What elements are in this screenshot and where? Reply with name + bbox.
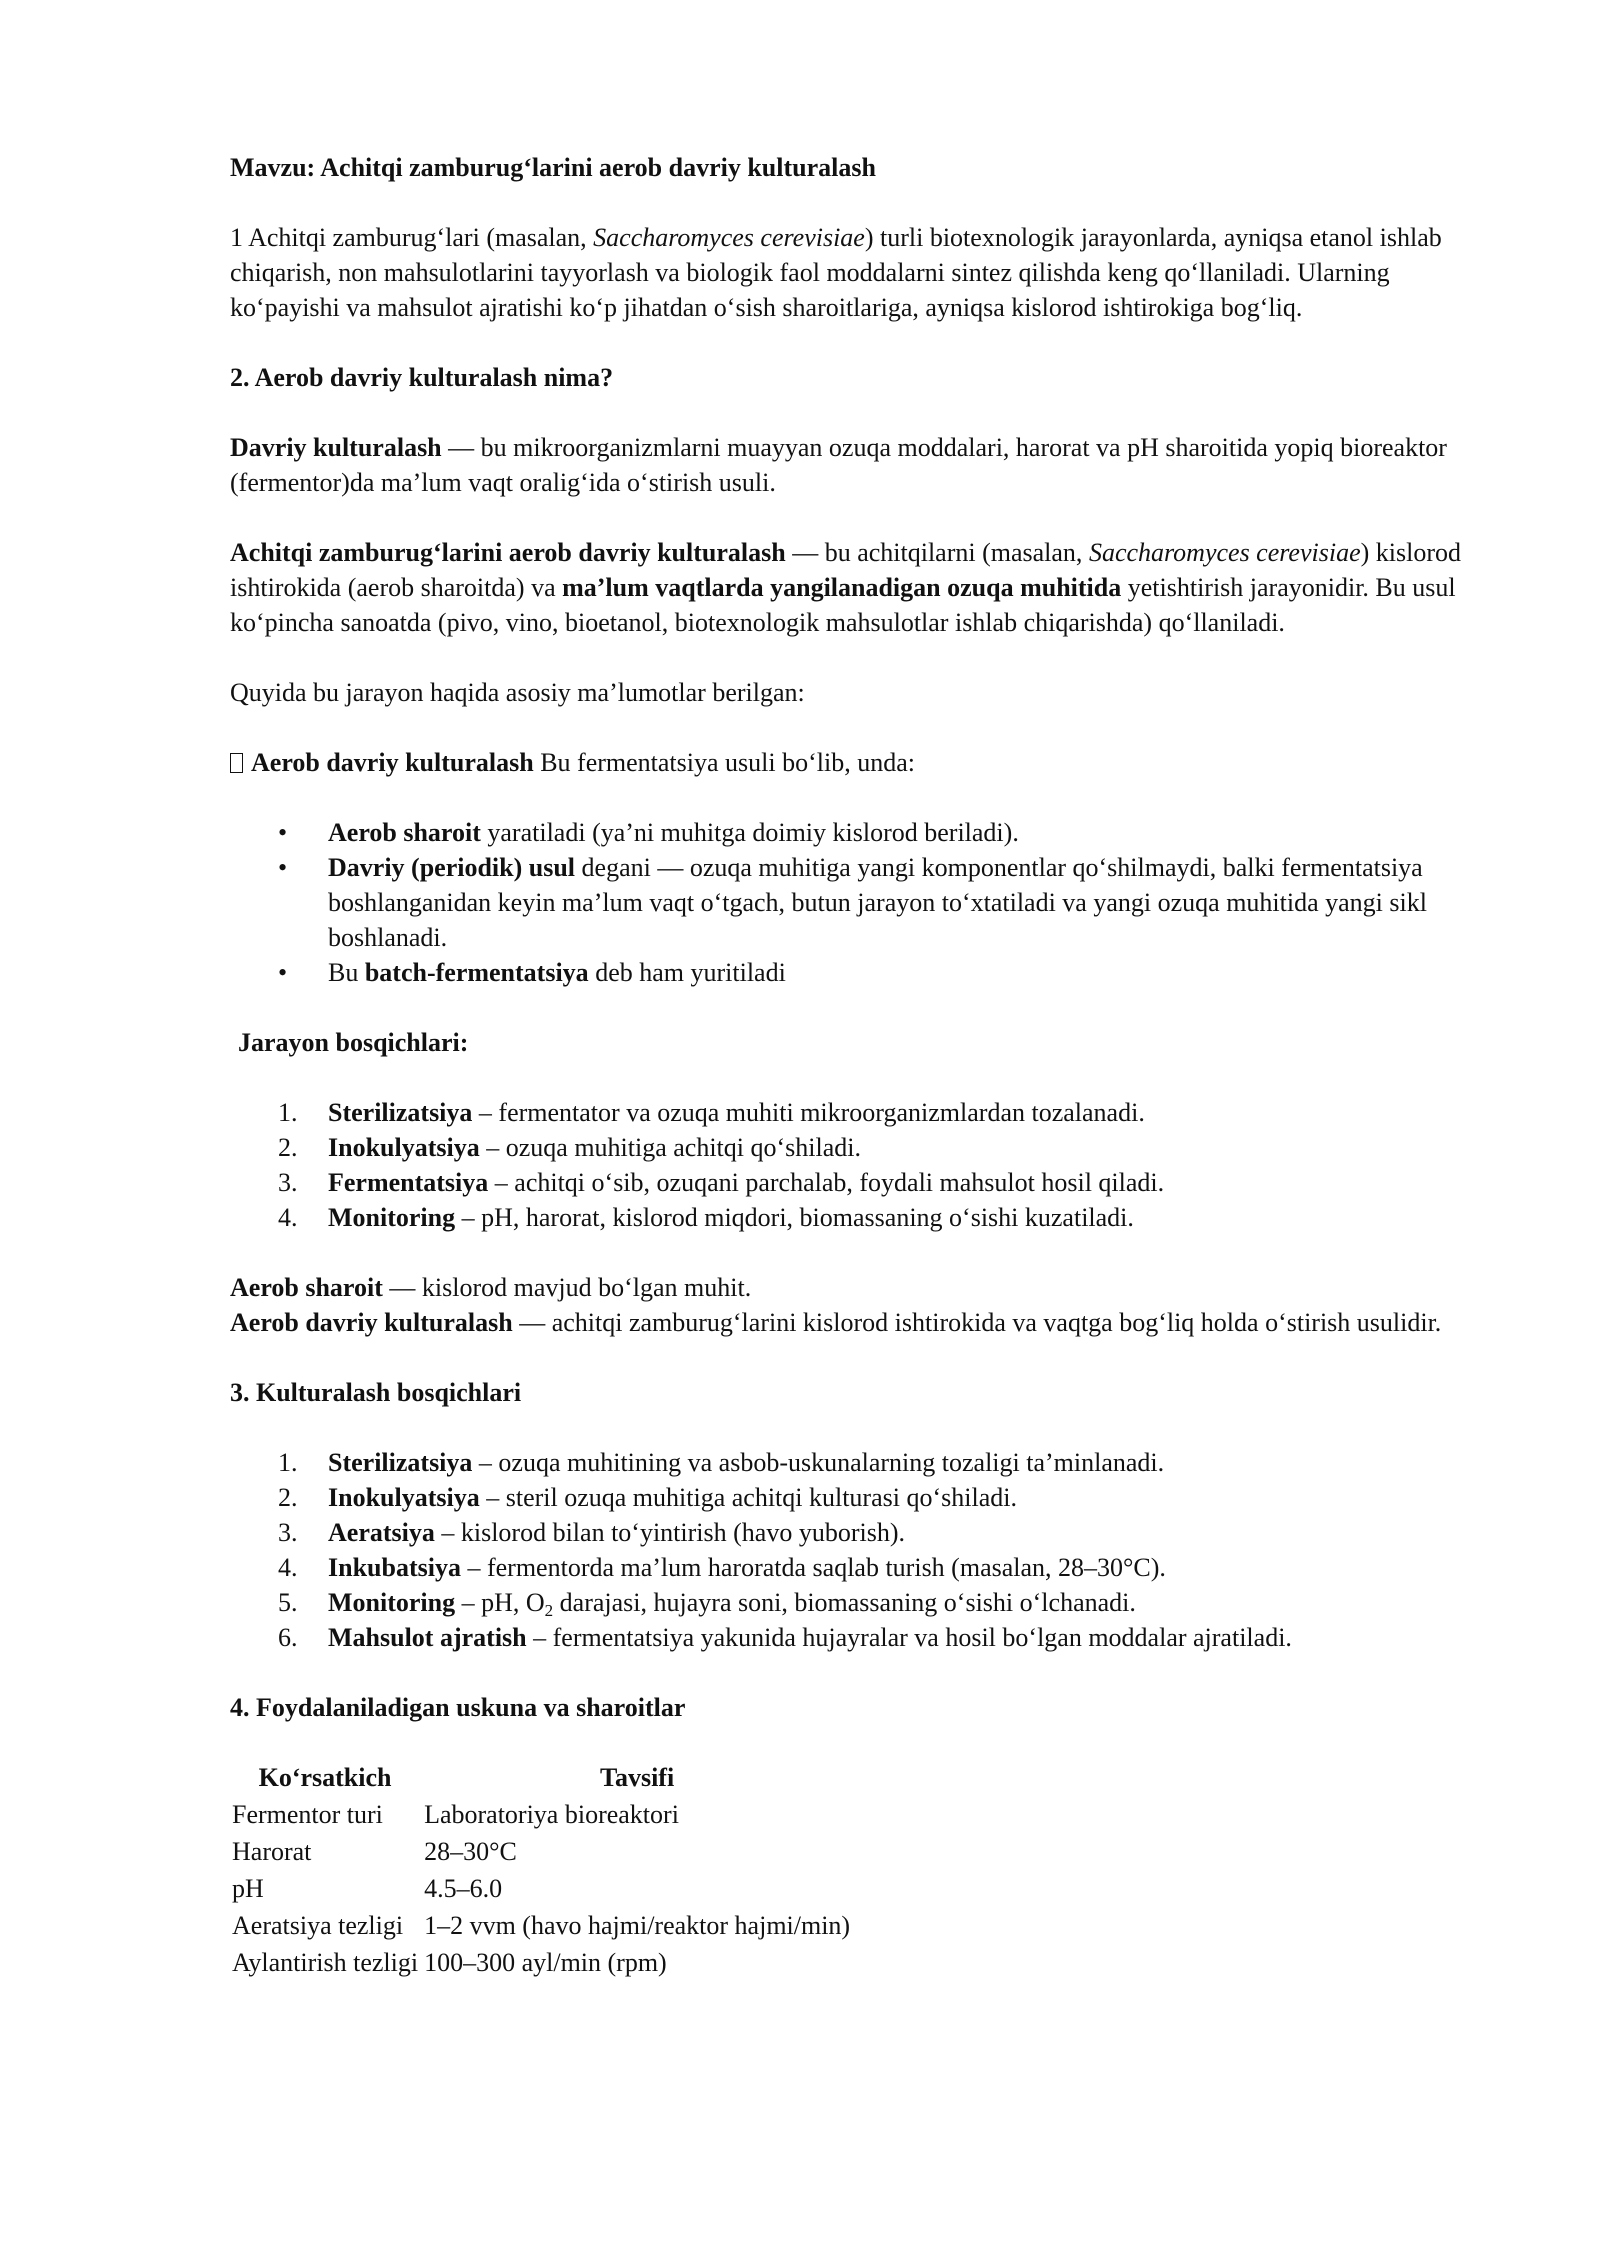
column-header: Tavsifi: [600, 1763, 675, 1792]
table-cell: 28–30°C: [424, 1837, 517, 1866]
intro-paragraph: 1 Achitqi zamburug‘lari (masalan, Saccharomyces cerevisiae) turli biotexnologik jarayonlarda, ayniqsa etanol ishlab chiqarish, non mahsulotlarini tayyorlash va biologik faol moddalarni sintez qilishda keng qo‘llaniladi. Ularning ko‘payishi va mahsulot ajratishi ko‘p jihatdan o‘sish sharoitlariga, ayniqsa kislorod ishtirokiga bog‘liq.: [230, 223, 1442, 322]
section-4-heading: 4. Foydalaniladigan uskuna va sharoitlar: [230, 1693, 686, 1722]
summary-line-2: Aerob davriy kulturalash — achitqi zamburug‘larini kislorod ishtirokida va vaqtga bog‘liq holda o‘stirish usulidir.: [230, 1308, 1442, 1337]
list-item: 2. Inokulyatsiya – ozuqa muhitiga achitqi qo‘shiladi.: [278, 1133, 861, 1162]
parameters-table: [230, 1760, 854, 1982]
table-cell: Aeratsiya tezligi: [232, 1911, 404, 1940]
table-cell: Harorat: [232, 1837, 312, 1866]
stages-list: [230, 1095, 1500, 1235]
column-header: Ko‘rsatkich: [258, 1763, 392, 1792]
table-row: [230, 1908, 854, 1945]
list-item: 6. Mahsulot ajratish – fermentatsiya yakunida hujayralar va hosil bo‘lgan moddalar ajratiladi.: [278, 1623, 1292, 1652]
table-cell: 4.5–6.0: [424, 1874, 503, 1903]
stages-heading: Jarayon bosqichlari:: [238, 1028, 469, 1057]
list-item: 3. Fermentatsiya – achitqi o‘sib, ozuqani parchalab, foydali mahsulot hosil qiladi.: [278, 1168, 1165, 1197]
definition-paragraph-2: Achitqi zamburug‘larini aerob davriy kulturalash — bu achitqilarni (masalan, Saccharomyces cerevisiae) kislorod ishtirokida (aerob sharoitda) va ma’lum vaqtlarda yangilanadigan ozuqa muhitida yetishtirish jarayonidir. Bu usul ko‘pincha sanoatda (pivo, vino, bioetanol, biotexnologik mahsulotlar ishlab chiqarishda) qo‘llaniladi.: [230, 538, 1461, 637]
section-2-heading: 2. Aerob davriy kulturalash nima?: [230, 363, 614, 392]
list-item: 2. Inokulyatsiya – steril ozuqa muhitiga achitqi kulturasi qo‘shiladi.: [278, 1483, 1017, 1512]
info-intro-line: Quyida bu jarayon haqida asosiy ma’lumotlar berilgan:: [230, 678, 805, 707]
missing-glyph-box-icon: [230, 753, 243, 773]
cultivation-steps-list: [230, 1445, 1500, 1655]
table-cell: pH: [232, 1874, 264, 1903]
table-row: [230, 1945, 854, 1982]
table-row: [230, 1871, 854, 1908]
table-row: [230, 1834, 854, 1871]
summary-line-1: Aerob sharoit — kislorod mavjud bo‘lgan muhit.: [230, 1273, 752, 1302]
list-item: 4. Monitoring – pH, harorat, kislorod miqdori, biomassaning o‘sishi kuzatiladi.: [278, 1203, 1134, 1232]
table-cell: Aylantirish tezligi: [232, 1948, 419, 1977]
section-3-heading: 3. Kulturalash bosqichlari: [230, 1378, 522, 1407]
document-page: [230, 150, 1500, 1982]
box-paragraph: Aerob davriy kulturalash Bu fermentatsiya usuli bo‘lib, unda:: [230, 745, 1500, 780]
list-item: • Davriy (periodik) usul degani — ozuqa muhitiga yangi komponentlar qo‘shilmaydi, balki fermentatsiya boshlanganidan keyin ma’lum vaqt o‘tgach, butun jarayon to‘xtatiladi va yangi ozuqa muhitida yangi sikl boshlanadi.: [230, 850, 1500, 955]
definition-paragraph-1: Davriy kulturalash — bu mikroorganizmlarni muayyan ozuqa moddalari, harorat va pH sharoitida yopiq bioreaktor (fermentor)da ma’lum vaqt oralig‘ida o‘stirish usuli.: [230, 433, 1447, 497]
list-item: 1. Sterilizatsiya – ozuqa muhitining va asbob-uskunalarning tozaligi ta’minlanadi.: [278, 1448, 1165, 1477]
bullet-list: [230, 815, 1500, 990]
document-title: Mavzu: Achitqi zamburug‘larini aerob davriy kulturalash: [230, 153, 876, 182]
table-cell: 100–300 ayl/min (rpm): [424, 1948, 667, 1977]
list-item: • Bu batch-fermentatsiya deb ham yuritiladi: [230, 955, 1500, 990]
table-header-row: [230, 1760, 854, 1797]
list-item: • Aerob sharoit yaratiladi (ya’ni muhitga doimiy kislorod beriladi).: [230, 815, 1500, 850]
list-item: 5. Monitoring – pH, $O_2$ darajasi, hujayra soni, biomassaning o‘sishi o‘lchanadi.: [278, 1588, 1136, 1620]
list-item: 3. Aeratsiya – kislorod bilan to‘yintirish (havo yuborish).: [278, 1518, 905, 1547]
table-cell: 1–2 vvm (havo hajmi/reaktor hajmi/min): [424, 1911, 851, 1940]
list-item: 1. Sterilizatsiya – fermentator va ozuqa muhiti mikroorganizmlardan tozalanadi.: [278, 1098, 1145, 1127]
list-item: 4. Inkubatsiya – fermentorda ma’lum haroratda saqlab turish (masalan, 28–30°C).: [278, 1553, 1166, 1582]
table-cell: Fermentor turi: [232, 1800, 383, 1829]
table-row: [230, 1797, 854, 1834]
table-cell: Laboratoriya bioreaktori: [424, 1800, 679, 1829]
